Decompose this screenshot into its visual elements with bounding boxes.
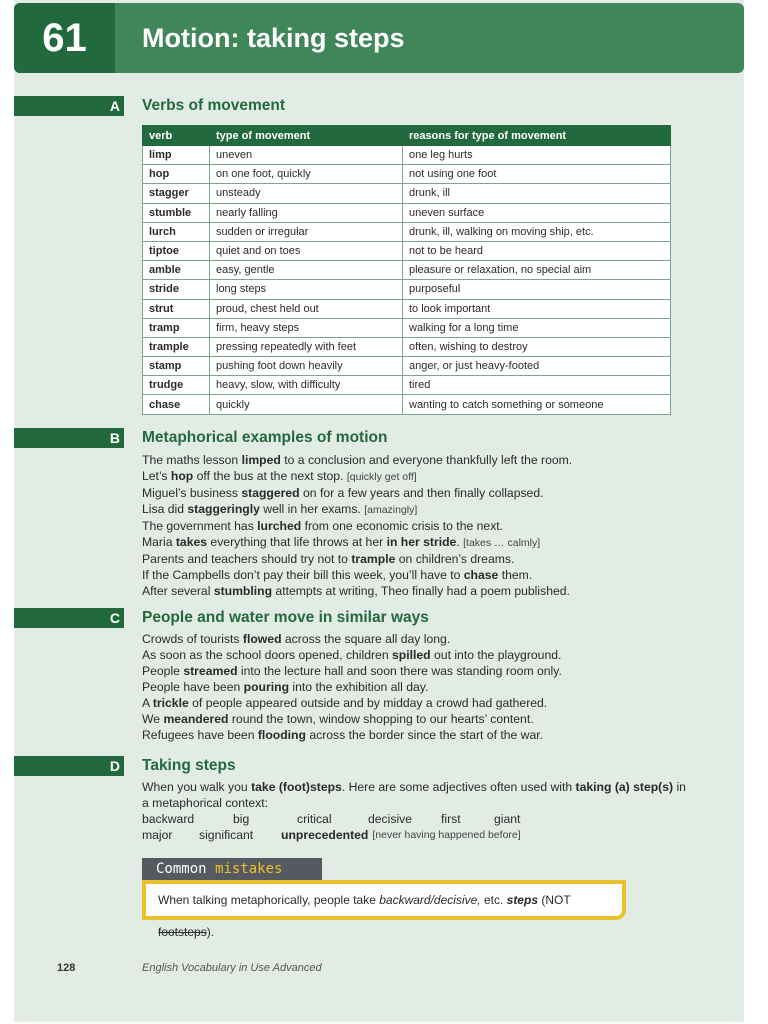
text-segment: When talking metaphorically, people take (158, 893, 380, 907)
adjective-row (142, 827, 702, 843)
table-row (143, 165, 671, 184)
example-sentence (142, 518, 702, 534)
text-segment: to a conclusion and everyone thankfully left the room. (280, 453, 573, 467)
table-header-cell: reasons for type of movement (403, 126, 671, 146)
table-header-cell: verb (143, 126, 210, 146)
table-row (143, 299, 671, 318)
definition-note: [quickly get off] (346, 471, 417, 483)
text-segment: Refugees have been (142, 728, 258, 742)
common-mistakes-label-highlight: mistakes (215, 861, 283, 877)
section-d-intro (142, 779, 702, 811)
table-row (143, 337, 671, 356)
movement-type-cell: pressing repeatedly with feet (210, 337, 403, 356)
table-row (143, 241, 671, 260)
table-row (143, 395, 671, 414)
definition-note: [takes … calmly] (463, 537, 541, 549)
verb-cell: stride (143, 280, 210, 299)
text-segment: Lisa did (142, 502, 188, 516)
reason-cell: drunk, ill (403, 184, 671, 203)
movement-type-cell: pushing foot down heavily (210, 357, 403, 376)
common-mistakes-label: Common (156, 861, 207, 877)
example-sentence (142, 534, 702, 551)
example-sentence (142, 468, 702, 485)
reason-cell: purposeful (403, 280, 671, 299)
movement-type-cell: on one foot, quickly (210, 165, 403, 184)
movement-type-cell: long steps (210, 280, 403, 299)
adjective-row (142, 811, 702, 827)
bold-term: taking (a) step(s) (575, 780, 674, 794)
intro-line (142, 795, 702, 811)
table-row (143, 146, 671, 165)
movement-type-cell: proud, chest held out (210, 299, 403, 318)
text-segment: After several (142, 584, 214, 598)
text-segment: from one economic crisis to the next. (301, 519, 504, 533)
definition-note: [never having happened before] (372, 829, 521, 841)
bold-term: chase (463, 568, 499, 582)
text-segment: As soon as the school doors opened, children (142, 648, 393, 662)
text-segment: Parents and teachers should try not to (142, 552, 352, 566)
example-sentence (142, 551, 702, 567)
unit-title: Motion: taking steps (142, 23, 405, 53)
text-segment: . (456, 535, 464, 549)
text-segment: People have been (142, 680, 244, 694)
book-title: English Vocabulary in Use Advanced (142, 962, 322, 974)
movement-type-cell: unsteady (210, 184, 403, 203)
bold-term: staggeringly (187, 502, 260, 516)
bold-term: meandered (163, 712, 229, 726)
bold-term: in her stride (386, 535, 457, 549)
table-row (143, 280, 671, 299)
movement-type-cell: nearly falling (210, 203, 403, 222)
bold-term: stumbling (213, 584, 273, 598)
table-row (143, 318, 671, 337)
adjective: decisive (368, 812, 413, 826)
text-segment: . Here are some adjectives often used with (341, 780, 576, 794)
verb-cell: tramp (143, 318, 210, 337)
text-segment: into the lecture hall and soon there was standing room only. (237, 664, 562, 678)
text-segment: Crowds of tourists (142, 632, 243, 646)
reason-cell: walking for a long time (403, 318, 671, 337)
adjective: first (441, 812, 461, 826)
example-sentence (142, 452, 702, 468)
text-segment: footsteps (158, 925, 207, 939)
reason-cell: to look important (403, 299, 671, 318)
text-segment: of people appeared outside and by midday a crowd had gathered. (188, 696, 548, 710)
adjective: critical (297, 812, 332, 826)
example-sentence (142, 647, 702, 663)
bold-term: hop (170, 469, 194, 483)
adjective: major (142, 828, 173, 842)
example-sentence (142, 695, 702, 711)
bold-term: staggered (241, 486, 300, 500)
common-mistakes-box (142, 880, 626, 939)
verb-cell: chase (143, 395, 210, 414)
example-sentence (142, 727, 702, 743)
section-a-title: Verbs of movement (142, 97, 285, 114)
reason-cell: one leg hurts (403, 146, 671, 165)
reason-cell: often, wishing to destroy (403, 337, 671, 356)
section-d-title: Taking steps (142, 757, 236, 774)
example-sentence (142, 583, 702, 599)
section-c-marker: C (14, 608, 124, 628)
text-segment: into the exhibition all day. (289, 680, 429, 694)
bold-term: flowed (242, 632, 282, 646)
bold-term: take (foot)steps (251, 780, 342, 794)
adjective: unprecedented (281, 828, 369, 842)
text-segment: etc. (480, 893, 507, 907)
section-a-marker: A (14, 96, 124, 116)
bold-term: takes (175, 535, 208, 549)
section-d-marker: D (14, 756, 124, 776)
reason-cell: pleasure or relaxation, no special aim (403, 261, 671, 280)
table-row (143, 203, 671, 222)
text-segment: attempts at writing, Theo finally had a poem published. (272, 584, 570, 598)
text-segment: everything that life throws at her (207, 535, 387, 549)
bold-term: limped (241, 453, 281, 467)
verb-cell: hop (143, 165, 210, 184)
text-segment: well in her exams. (259, 502, 365, 516)
table-row (143, 184, 671, 203)
text-segment: off the bus at the next stop. (193, 469, 347, 483)
adjective: backward (142, 812, 195, 826)
text-segment: across the border since the start of the war. (305, 728, 544, 742)
section-b-examples (142, 452, 702, 599)
text-segment: backward/decisive, (379, 893, 481, 907)
adjective: big (233, 812, 250, 826)
movement-type-cell: sudden or irregular (210, 222, 403, 241)
movement-type-cell: firm, heavy steps (210, 318, 403, 337)
reason-cell: not to be heard (403, 241, 671, 260)
text-segment: on children’s dreams. (395, 552, 515, 566)
unit-number: 61 (42, 16, 87, 60)
text-segment: on for a few years and then finally collapsed. (299, 486, 544, 500)
section-c-examples (142, 631, 702, 743)
section-d-content (142, 779, 702, 843)
verb-cell: trudge (143, 376, 210, 395)
movement-type-cell: easy, gentle (210, 261, 403, 280)
reason-cell: wanting to catch something or someone (403, 395, 671, 414)
adjective: significant (199, 828, 254, 842)
text-segment: If the Campbells don’t pay their bill this week, you’ll have to (142, 568, 464, 582)
text-segment: People (142, 664, 184, 678)
table-row (143, 222, 671, 241)
movement-type-cell: heavy, slow, with difficulty (210, 376, 403, 395)
example-sentence (142, 631, 702, 647)
text-segment: ). (206, 925, 215, 939)
verb-cell: lurch (143, 222, 210, 241)
text-segment: across the square all day long. (281, 632, 451, 646)
table-row (143, 357, 671, 376)
example-sentence (142, 501, 702, 518)
text-segment: We (142, 712, 164, 726)
example-sentence (142, 679, 702, 695)
text-segment: A (142, 696, 153, 710)
text-segment: them. (498, 568, 533, 582)
section-b-marker: B (14, 428, 124, 448)
text-segment: Let’s (142, 469, 171, 483)
bold-term: pouring (243, 680, 290, 694)
section-b-title: Metaphorical examples of motion (142, 429, 388, 446)
movement-type-cell: quickly (210, 395, 403, 414)
bold-term: steps (506, 893, 538, 907)
example-sentence (142, 711, 702, 727)
bold-term: spilled (392, 648, 431, 662)
text-segment: Maria (142, 535, 176, 549)
table-row (143, 376, 671, 395)
verb-cell: stagger (143, 184, 210, 203)
verb-cell: trample (143, 337, 210, 356)
definition-note: [amazingly] (364, 504, 418, 516)
example-sentence (142, 567, 702, 583)
example-sentence (142, 485, 702, 501)
adjective: giant (494, 812, 521, 826)
movement-type-cell: uneven (210, 146, 403, 165)
bold-term: trample (351, 552, 396, 566)
table-row (143, 261, 671, 280)
text-segment: (NOT (538, 893, 571, 907)
verb-cell: limp (143, 146, 210, 165)
bold-term: streamed (183, 664, 238, 678)
verb-cell: tiptoe (143, 241, 210, 260)
reason-cell: not using one foot (403, 165, 671, 184)
intro-line (142, 779, 702, 795)
verb-cell: stamp (143, 357, 210, 376)
verbs-table (142, 125, 671, 415)
movement-type-cell: quiet and on toes (210, 241, 403, 260)
reason-cell: drunk, ill, walking on moving ship, etc. (403, 222, 671, 241)
verb-cell: amble (143, 261, 210, 280)
text-segment: in (673, 780, 686, 794)
bold-term: flooding (257, 728, 306, 742)
text-segment: The government has (142, 519, 258, 533)
text-segment: Miguel’s business (142, 486, 242, 500)
common-mistakes-tab (142, 858, 322, 880)
table-header-cell: type of movement (210, 126, 403, 146)
page-number: 128 (57, 962, 76, 974)
text-segment: a metaphorical context: (142, 796, 269, 810)
text-segment: The maths lesson (142, 453, 242, 467)
verb-cell: strut (143, 299, 210, 318)
text-segment: round the town, window shopping to our hearts’ content. (228, 712, 534, 726)
section-c-title: People and water move in similar ways (142, 609, 429, 626)
bold-term: lurched (257, 519, 302, 533)
example-sentence (142, 663, 702, 679)
table-header-row (143, 126, 671, 146)
bold-term: trickle (152, 696, 189, 710)
reason-cell: uneven surface (403, 203, 671, 222)
text-segment: When you walk you (142, 780, 252, 794)
text-segment: out into the playground. (430, 648, 562, 662)
reason-cell: anger, or just heavy-footed (403, 357, 671, 376)
verb-cell: stumble (143, 203, 210, 222)
reason-cell: tired (403, 376, 671, 395)
